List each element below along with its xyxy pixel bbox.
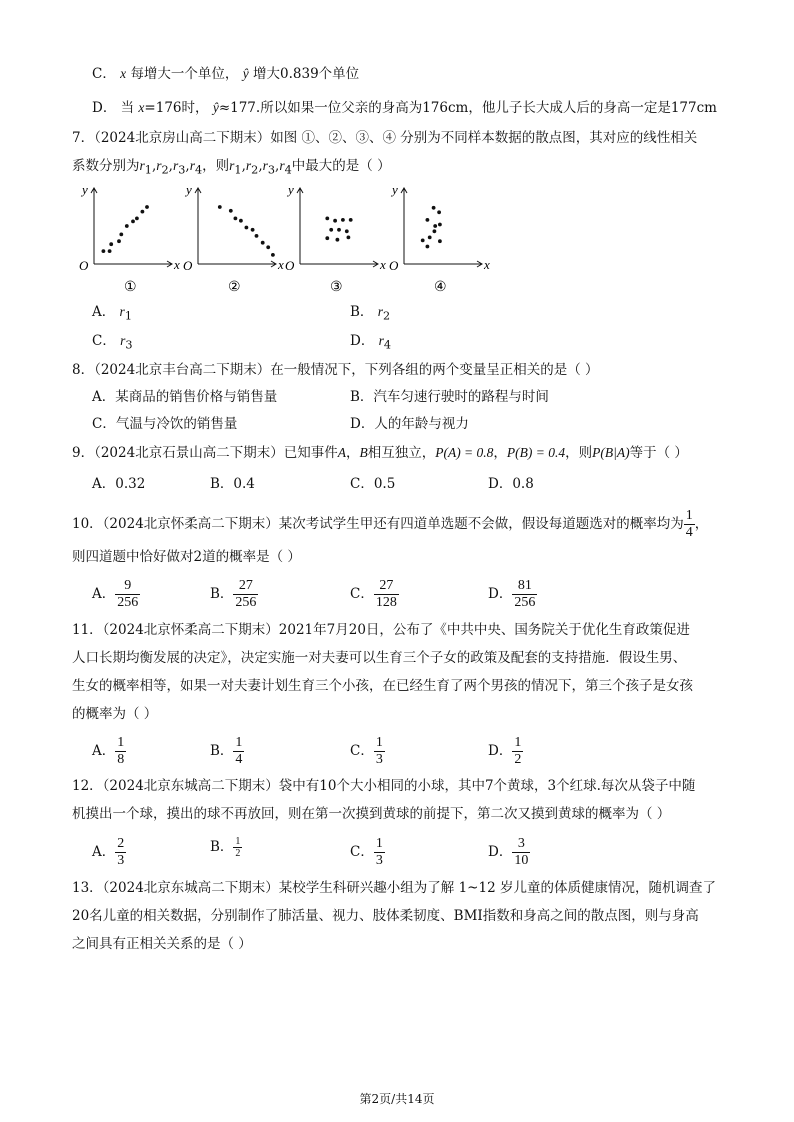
scatter-point bbox=[251, 228, 255, 232]
x-axis-label: x bbox=[174, 257, 180, 272]
q7-option-c: C． $r_3$ bbox=[92, 333, 133, 352]
scatter-point bbox=[266, 245, 270, 249]
origin-label: O bbox=[183, 258, 193, 273]
q9-option-a: A．0.32 bbox=[92, 476, 146, 492]
scatter-point bbox=[102, 249, 106, 253]
scatter-point bbox=[131, 220, 135, 224]
scatter-point bbox=[428, 236, 432, 240]
y-axis-label: y bbox=[392, 182, 398, 197]
scatter-point bbox=[218, 205, 222, 209]
q11-stem-line2: 人口长期均衡发展的决定》，决定实施一对夫妻可以生育三个子女的政策及配套的支持措施．假设生男、 bbox=[72, 650, 687, 666]
q7-plot-2 bbox=[183, 182, 284, 295]
q7-plot-1 bbox=[79, 182, 180, 295]
q9-option-c: C．0.5 bbox=[350, 476, 396, 492]
scatter-point bbox=[438, 223, 442, 227]
q7-plot-3 bbox=[285, 182, 386, 295]
q8-option-a: A．某商品的销售价格与销售量 bbox=[92, 389, 278, 405]
q9-option-d: D．0.8 bbox=[488, 476, 534, 492]
x-axis-label: x bbox=[278, 257, 284, 272]
scatter-point bbox=[145, 205, 149, 209]
q8-option-b: B．汽车匀速行驶时的路程与时间 bbox=[350, 389, 549, 405]
y-axis-label: y bbox=[82, 182, 88, 197]
y-axis-label: y bbox=[288, 182, 294, 197]
scatter-point bbox=[108, 249, 112, 253]
scatter-point bbox=[141, 210, 145, 214]
scatter-point bbox=[347, 236, 351, 240]
scatter-point bbox=[433, 229, 437, 233]
scatter-point bbox=[245, 226, 249, 230]
q11-stem-line4: 的概率为（ ） bbox=[72, 706, 158, 722]
scatter-point bbox=[117, 239, 121, 243]
q7-stem-line2: 系数分别为$r_1,r_2,r_3,r_4$，则$r_1,r_2,r_3,r_4$中最大的是（ ） bbox=[72, 158, 391, 177]
q6-option-d: D． 当 x=176时， ŷ≈177.所以如果一位父亲的身高为176cm，他儿子长大成人后的身高一定是177cm bbox=[92, 100, 717, 116]
q7-stem-line1: 7．（2024北京房山高二下期末）如图 ①、②、③、④ 分别为不同样本数据的散点图，其对应的线性相关 bbox=[72, 130, 698, 146]
scatter-point bbox=[261, 241, 265, 245]
q9-stem: 9．（2024北京石景山高二下期末）已知事件A，B相互独立，P(A) = 0.8，P(B) = 0.4，则P(B|A)等于（ ） bbox=[72, 445, 688, 461]
plot-label: ② bbox=[228, 280, 241, 295]
scatter-point bbox=[426, 218, 430, 222]
q10-stem-line1: 10．（2024北京怀柔高二下期末）某次考试学生甲还有四道单选题不会做，假设每道题选对的概率均为 $\frac{1}{4}$ ， bbox=[72, 508, 709, 540]
origin-label: O bbox=[285, 258, 295, 273]
q13-stem-line2: 20名儿童的相关数据，分别制作了肺活量、视力、肢体柔韧度、BMI指数和身高之间的散点图，则与身高 bbox=[72, 908, 699, 924]
q8-stem: 8．（2024北京丰台高二下期末）在一般情况下，下列各组的两个变量呈正相关的是（ ） bbox=[72, 362, 599, 378]
q12-stem-line1: 12．（2024北京东城高二下期末）袋中有10个大小相同的小球，其中7个黄球，3个红球.每次从袋子中随 bbox=[72, 778, 696, 794]
q7-option-b: B． $r_2$ bbox=[350, 304, 391, 323]
scatter-point bbox=[109, 242, 113, 246]
origin-label: O bbox=[79, 258, 89, 273]
scatter-point bbox=[271, 253, 275, 257]
q10-option-b: B． $\frac{27}{256}$ bbox=[210, 578, 257, 610]
q11-stem-line1: 11．（2024北京怀柔高二下期末）2021年7月20日，公布了《中共中央、国务院关于优化生育政策促进 bbox=[72, 622, 690, 638]
plot-label: ③ bbox=[330, 280, 343, 295]
q10-option-a: A． $\frac{9}{256}$ bbox=[92, 578, 139, 610]
scatter-point bbox=[432, 206, 436, 210]
scatter-point bbox=[421, 239, 425, 243]
scatter-point bbox=[239, 219, 243, 223]
q10-stem-line2: 则四道题中恰好做对2道的概率是（ ） bbox=[72, 549, 301, 565]
scatter-point bbox=[426, 245, 430, 249]
q7-option-a: A． $r_1$ bbox=[92, 304, 132, 323]
q12-stem-line2: 机摸出一个球，摸出的球不再放回，则在第一次摸到黄球的前提下，第二次又摸到黄球的概率为（ ） bbox=[72, 806, 671, 822]
scatter-point bbox=[325, 236, 329, 240]
x-axis-label: x bbox=[484, 257, 490, 272]
scatter-point bbox=[333, 219, 337, 223]
q9-option-b: B．0.4 bbox=[210, 476, 255, 492]
plot-label: ① bbox=[124, 280, 137, 295]
scatter-point bbox=[255, 234, 259, 238]
x-axis-label: x bbox=[380, 257, 386, 272]
scatter-point bbox=[329, 228, 333, 232]
scatter-point bbox=[234, 217, 238, 221]
q7-option-d: D． $r_4$ bbox=[350, 333, 392, 352]
q6-option-c: C． x 每增大一个单位， ŷ 增大0.839个单位 bbox=[92, 66, 360, 82]
q10-option-d: D． $\frac{81}{256}$ bbox=[488, 578, 536, 610]
q11-option-b: B． $\frac{1}{4}$ bbox=[210, 735, 243, 767]
q12-option-a: A． $\frac{2}{3}$ bbox=[92, 836, 125, 868]
q12-option-b: B． $\frac{1}{2}$ bbox=[210, 836, 241, 859]
q13-stem-line3: 之间具有正相关关系的是（ ） bbox=[72, 936, 252, 952]
scatter-point bbox=[337, 228, 341, 232]
scatter-point bbox=[437, 210, 441, 214]
scatter-point bbox=[229, 209, 233, 213]
y-axis-label: y bbox=[186, 182, 192, 197]
scatter-point bbox=[119, 233, 123, 237]
q13-stem-line1: 13．（2024北京东城高二下期末）某校学生科研兴趣小组为了解 1~12 岁儿童的体质健康情况，随机调查了 bbox=[72, 880, 716, 896]
scatter-point bbox=[433, 224, 437, 228]
q11-stem-line3: 生女的概率相等，如果一对夫妻计划生育三个小孩，在已经生育了两个男孩的情况下，第三个孩子是女孩 bbox=[72, 678, 693, 694]
scatter-point bbox=[135, 217, 139, 221]
scatter-point bbox=[341, 218, 345, 222]
q11-option-a: A． $\frac{1}{8}$ bbox=[92, 735, 125, 767]
q7-scatter-plots bbox=[74, 180, 514, 295]
q10-option-c: C． $\frac{27}{128}$ bbox=[350, 578, 397, 610]
q12-option-d: D． $\frac{3}{10}$ bbox=[488, 836, 529, 868]
plot-label: ④ bbox=[434, 280, 447, 295]
scatter-point bbox=[438, 239, 442, 243]
scatter-point bbox=[349, 218, 353, 222]
q8-option-d: D．人的年龄与视力 bbox=[350, 416, 469, 432]
q8-option-c: C．气温与冷饮的销售量 bbox=[92, 416, 238, 432]
q12-option-c: C． $\frac{1}{3}$ bbox=[350, 836, 383, 868]
scatter-point bbox=[345, 229, 349, 233]
scatter-point bbox=[336, 238, 340, 242]
q7-plot-4 bbox=[389, 182, 490, 295]
q11-option-c: C． $\frac{1}{3}$ bbox=[350, 735, 383, 767]
page-footer: 第2页/共14页 bbox=[359, 1092, 435, 1106]
origin-label: O bbox=[389, 258, 399, 273]
scatter-point bbox=[325, 217, 329, 221]
q11-option-d: D． $\frac{1}{2}$ bbox=[488, 735, 522, 767]
scatter-point bbox=[125, 224, 129, 228]
